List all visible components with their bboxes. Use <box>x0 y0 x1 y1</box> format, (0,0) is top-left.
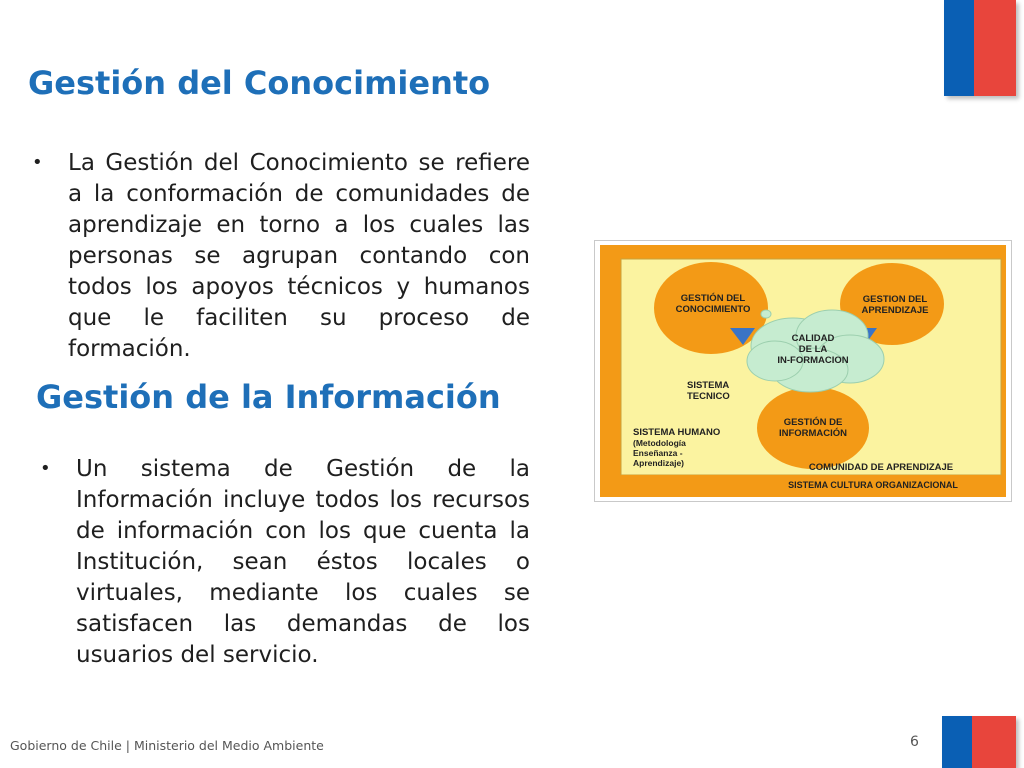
sistema-humano-line2: (Metodología <box>633 438 686 448</box>
cloud-bubble <box>761 310 771 318</box>
circle1-line2: CONOCIMIENTO <box>675 304 751 315</box>
circle1-line1: GESTIÓN DEL <box>680 293 746 304</box>
chile-flag-logo <box>944 0 1016 96</box>
circle2-line1: GESTION DEL <box>862 294 928 305</box>
comunidad-aprendizaje-label: COMUNIDAD DE APRENDIZAJE <box>808 462 954 473</box>
sistema-humano-line1: SISTEMA HUMANO <box>633 427 721 438</box>
cloud-line3: IN-FORMACION <box>777 355 849 366</box>
cloud-line1: CALIDAD <box>791 333 835 344</box>
circle3-line1: GESTIÓN DE <box>783 417 843 428</box>
bullet-marker: • <box>40 458 51 479</box>
cultura-organizacional-label: SISTEMA CULTURA ORGANIZACIONAL <box>788 480 958 490</box>
section-subtitle: Gestión de la Información <box>36 378 501 416</box>
knowledge-management-diagram <box>594 240 1012 502</box>
circle3-line2: INFORMACIÓN <box>778 428 848 439</box>
bullet-gestion-informacion: Un sistema de Gestión de la Información incluye todos los recursos de información con los que cuenta la Institución, sean éstos locales o virtuales, mediante los cuales se satisfacen las demandas de los usuarios del servicio. <box>76 456 530 668</box>
cloud-line2: DE LA <box>798 344 828 355</box>
circle2-line2: APRENDIZAJE <box>861 305 929 316</box>
bullet-gestion-conocimiento: La Gestión del Conocimiento se refiere a la conformación de comunidades de aprendizaje en torno a los cuales las personas se agrupan contando con todos los apoyos técnicos y humanos que le faciliten su proceso de formación. <box>68 150 530 362</box>
page-number: 6 <box>910 734 919 750</box>
sistema-humano-line4: Aprendizaje) <box>633 458 685 468</box>
slide-title: Gestión del Conocimiento <box>28 64 491 102</box>
sistema-tecnico-line1: SISTEMA <box>687 380 730 391</box>
sistema-tecnico-line2: TECNICO <box>687 391 730 402</box>
chile-flag-logo <box>942 716 1016 768</box>
bullet-marker: • <box>32 152 43 173</box>
footer-ministry: Gobierno de Chile | Ministerio del Medio Ambiente <box>10 738 324 753</box>
sistema-humano-line3: Enseñanza - <box>633 448 683 458</box>
